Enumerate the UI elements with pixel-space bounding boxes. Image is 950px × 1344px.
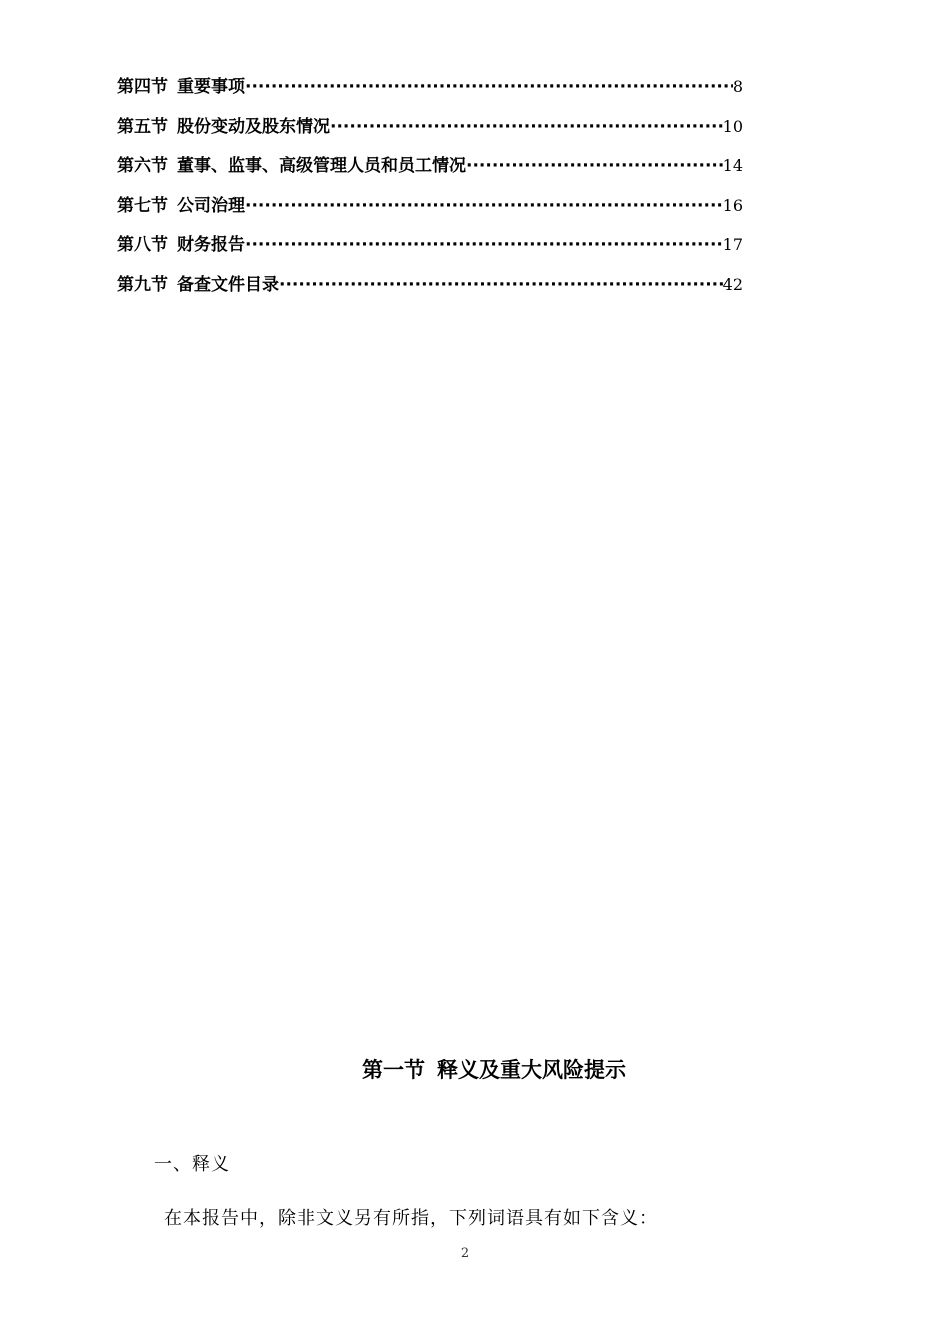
table-of-contents [117,72,743,310]
toc-leader-dots [245,77,733,97]
page-number: 2 [460,1246,470,1261]
toc-entry-5[interactable] [117,112,743,152]
section-heading-title: 释义及重大风险提示 [437,1058,626,1082]
toc-page-number: 8 [732,77,743,96]
toc-section-number: 第五节 [117,116,168,137]
toc-page-number: 42 [722,274,743,294]
toc-leader-dots [245,196,723,216]
toc-page-number: 16 [722,195,743,215]
toc-page-number: 10 [722,116,743,136]
section-heading-number: 第一节 [362,1058,425,1082]
toc-leader-dots [330,117,723,137]
toc-section-title: 重要事项 [177,77,245,97]
section-heading [0,1054,950,1084]
toc-leader-dots [279,275,723,295]
toc-section-number: 第六节 [117,156,168,177]
toc-entry-label [117,270,279,295]
toc-entry-7[interactable] [117,191,743,231]
toc-entry-label [117,151,466,176]
toc-entry-label [117,230,245,255]
toc-entry-label [117,191,245,216]
toc-leader-dots [466,156,723,176]
toc-entry-9[interactable] [117,270,743,310]
toc-section-title: 公司治理 [177,195,245,216]
toc-section-title: 股份变动及股东情况 [177,116,330,137]
toc-section-number: 第七节 [117,195,168,216]
toc-section-title: 财务报告 [177,235,245,256]
toc-section-title: 董事、监事、高级管理人员和员工情况 [177,156,466,177]
subheading: 一、释义 [154,1154,230,1175]
toc-leader-dots [245,235,723,255]
toc-entry-8[interactable] [117,230,743,270]
toc-page-number: 14 [722,156,743,176]
intro-paragraph: 在本报告中，除非文义另有所指，下列词语具有如下含义： [164,1208,658,1229]
toc-section-number: 第九节 [117,274,168,295]
toc-page-number: 17 [722,235,743,255]
toc-entry-label [117,72,245,97]
toc-entry-4[interactable] [117,72,743,112]
toc-entry-6[interactable] [117,151,743,191]
toc-section-number: 第八节 [117,235,168,256]
toc-section-number: 第四节 [117,77,168,97]
toc-entry-label [117,112,330,137]
toc-section-title: 备查文件目录 [177,274,279,295]
